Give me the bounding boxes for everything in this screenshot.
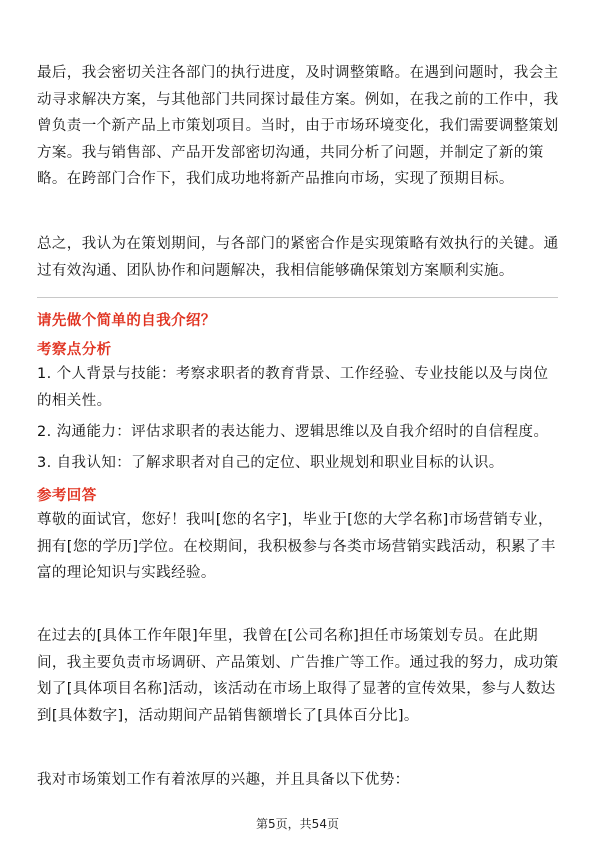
answer-paragraph-experience: 在过去的[具体工作年限]年里，我曾在[公司名称]担任市场策划专员。在此期间，我主要负责市场调研、产品策划、广告推广等工作。通过我的努力，成功策划了[具体项目名称]活动，该活动在市场上取得了显著的宣传效果，参与人数达到[具体数字]，活动期间产品销售额增长了[具体百分比]。 <box>37 628 559 724</box>
analysis-item-2: 2. 沟通能力：评估求职者的表达能力、逻辑思维以及自我介绍时的自信程度。 <box>37 424 549 440</box>
paragraph-final-steps: 最后，我会密切关注各部门的执行进度，及时调整策略。在遇到问题时，我会主动寻求解决方案，与其他部门共同探讨最佳方案。例如，在我之前的工作中，我曾负责一个新产品上市策划项目。当时，由于市场环境变化，我们需要调整策划方案。我与销售部、产品开发部密切沟通，共同分析了问题，并制定了新的策略。在跨部门合作下，我们成功地将新产品推向市场，实现了预期目标。 <box>37 65 559 187</box>
page-number: 第5页，共54页 <box>256 817 339 831</box>
answer-paragraph-strengths: 我对市场策划工作有着浓厚的兴趣，并且具备以下优势： <box>37 772 410 788</box>
paragraph-conclusion: 总之，我认为在策划期间，与各部门的紧密合作是实现策略有效执行的关键。通过有效沟通、团队协作和问题解决，我相信能够确保策划方案顺利实施。 <box>37 236 559 279</box>
interview-question: 请先做个简单的自我介绍？ <box>37 313 216 329</box>
answer-paragraph-intro: 尊敬的面试官，您好！我叫[您的名字]，毕业于[您的大学名称]市场营销专业，拥有[您的学历]学位。在校期间，我积极参与各类市场营销实践活动，积累了丰富的理论知识与实践经验。 <box>37 512 556 581</box>
section-divider <box>37 297 558 298</box>
analysis-item-1: 1. 个人背景与技能：考察求职者的教育背景、工作经验、专业技能以及与岗位的相关性。 <box>37 366 549 409</box>
answer-heading: 参考回答 <box>37 488 97 504</box>
analysis-heading: 考察点分析 <box>37 342 112 358</box>
analysis-item-3: 3. 自我认知：了解求职者对自己的定位、职业规划和职业目标的认识。 <box>37 455 504 471</box>
